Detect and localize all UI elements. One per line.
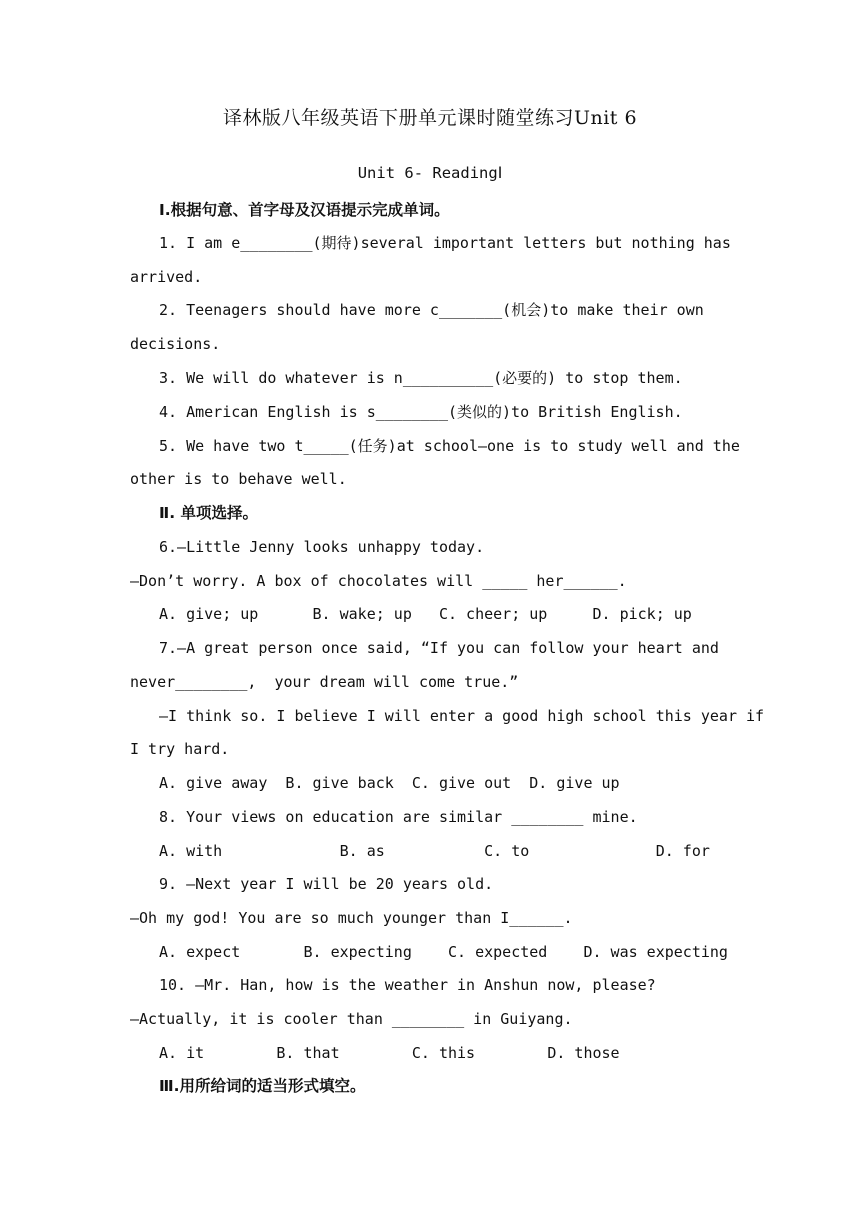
question-10-reply: —Actually, it is cooler than ________ in Guiyang. [130,1010,573,1028]
question-7-reply-line-2: I try hard. [130,740,230,758]
question-9-prompt: 9. —Next year I will be 20 years old. [159,875,494,893]
question-8-prompt: 8. Your views on education are similar ________ mine. [159,808,638,826]
question-2-line-1: 2. Teenagers should have more c_______(机会)to make their own [159,301,704,319]
question-6-prompt: 6.—Little Jenny looks unhappy today. [159,538,485,556]
section-3-heading: Ⅲ.用所给词的适当形式填空。 [159,1077,366,1095]
unit-heading: Unit 6- ReadingⅠ [357,164,503,182]
question-1-line-2: arrived. [130,268,203,286]
question-7-reply-line-1: —I think so. I believe I will enter a good high school this year if [159,707,765,725]
question-7-prompt-line-2: never________, your dream will come true.” [130,673,519,691]
question-6-options: A. give; up B. wake; up C. cheer; up D. pick; up [159,605,692,623]
question-7-prompt-line-1: 7.—A great person once said, “If you can follow your heart and [159,639,719,657]
question-1-line-1: 1. I am e________(期待)several important letters but nothing has [159,234,731,252]
question-5-line-2: other is to behave well. [130,470,347,488]
question-8-options: A. with B. as C. to D. for [159,842,710,860]
question-10-prompt: 10. —Mr. Han, how is the weather in Anshun now, please? [159,976,656,994]
section-1-heading: Ⅰ.根据句意、首字母及汉语提示完成单词。 [159,201,450,219]
question-5-line-1: 5. We have two t_____(任务)at school—one is to study well and the [159,437,740,455]
question-3: 3. We will do whatever is n__________(必要的) to stop them. [159,369,683,387]
question-2-line-2: decisions. [130,335,221,353]
question-6-reply: —Don’t worry. A box of chocolates will _____ her______. [130,572,627,590]
question-4: 4. American English is s________(类似的)to British English. [159,403,683,421]
question-9-options: A. expect B. expecting C. expected D. was expecting [159,943,728,961]
question-7-options: A. give away B. give back C. give out D. give up [159,774,620,792]
section-2-heading: Ⅱ. 单项选择。 [159,504,258,522]
question-10-options: A. it B. that C. this D. those [159,1044,620,1062]
question-9-reply: —Oh my god! You are so much younger than I______. [130,909,573,927]
document-title: 译林版八年级英语下册单元课时随堂练习Unit 6 [222,107,638,129]
